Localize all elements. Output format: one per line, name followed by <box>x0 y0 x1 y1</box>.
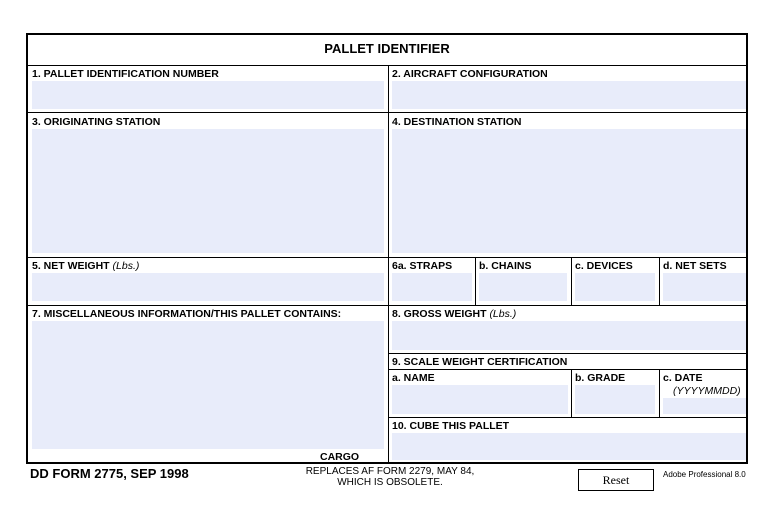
field5-unit: (Lbs.) <box>112 260 140 272</box>
divider <box>28 257 746 258</box>
field9b-label: b. GRADE <box>575 372 626 384</box>
divider <box>28 112 746 113</box>
field8-label: 8. GROSS WEIGHT (Lbs.) <box>392 308 517 320</box>
pallet-id-input[interactable] <box>32 81 384 109</box>
form-title: PALLET IDENTIFIER <box>324 41 450 56</box>
field7-label: 7. MISCELLANEOUS INFORMATION/THIS PALLET CONTAINS: <box>32 308 342 320</box>
straps-input[interactable] <box>392 273 472 301</box>
field8-unit: (Lbs.) <box>489 308 517 320</box>
gross-weight-input[interactable] <box>392 321 746 350</box>
divider <box>659 257 660 305</box>
divider <box>659 369 660 417</box>
divider <box>571 257 572 305</box>
field6a-label: 6a. STRAPS <box>392 260 453 272</box>
divider <box>388 65 389 462</box>
field1-label: 1. PALLET IDENTIFICATION NUMBER <box>32 68 219 80</box>
name-input[interactable] <box>392 385 568 414</box>
field9c-label: c. DATE <box>663 372 703 384</box>
misc-info-input[interactable] <box>32 321 384 449</box>
aircraft-config-input[interactable] <box>392 81 746 109</box>
cargo-label: CARGO <box>320 451 360 463</box>
divider <box>475 257 476 305</box>
field6c-label: c. DEVICES <box>575 260 633 272</box>
grade-input[interactable] <box>575 385 655 414</box>
field4-label: 4. DESTINATION STATION <box>392 116 522 128</box>
field10-label: 10. CUBE THIS PALLET <box>392 420 510 432</box>
reset-button[interactable]: Reset <box>578 469 654 491</box>
form-id: DD FORM 2775, SEP 1998 <box>30 466 189 481</box>
pallet-identifier-form <box>26 33 748 464</box>
divider <box>28 65 746 66</box>
destination-station-input[interactable] <box>392 129 746 253</box>
field9a-label: a. NAME <box>392 372 435 384</box>
originating-station-input[interactable] <box>32 129 384 253</box>
divider <box>28 305 746 306</box>
field3-label: 3. ORIGINATING STATION <box>32 116 161 128</box>
devices-input[interactable] <box>575 273 655 301</box>
field6b-label: b. CHAINS <box>479 260 532 272</box>
replaces-note <box>280 466 500 488</box>
replaces-line-1: REPLACES AF FORM 2279, MAY 84, <box>305 466 475 477</box>
replaces-line-2: WHICH IS OBSOLETE. <box>337 477 443 488</box>
divider <box>388 417 746 418</box>
cube-pallet-input[interactable] <box>392 433 746 460</box>
field9-label: 9. SCALE WEIGHT CERTIFICATION <box>392 356 568 368</box>
field2-label: 2. AIRCRAFT CONFIGURATION <box>392 68 548 80</box>
divider <box>388 369 746 370</box>
divider <box>388 353 746 354</box>
chains-input[interactable] <box>479 273 567 301</box>
date-format-hint: (YYYYMMDD) <box>673 385 741 397</box>
field5-label: 5. NET WEIGHT (Lbs.) <box>32 260 140 272</box>
divider <box>571 369 572 417</box>
net-weight-input[interactable] <box>32 273 384 301</box>
date-input[interactable] <box>663 398 746 414</box>
adobe-version: Adobe Professional 8.0 <box>663 470 746 479</box>
net-sets-input[interactable] <box>663 273 746 301</box>
field6d-label: d. NET SETS <box>663 260 727 272</box>
